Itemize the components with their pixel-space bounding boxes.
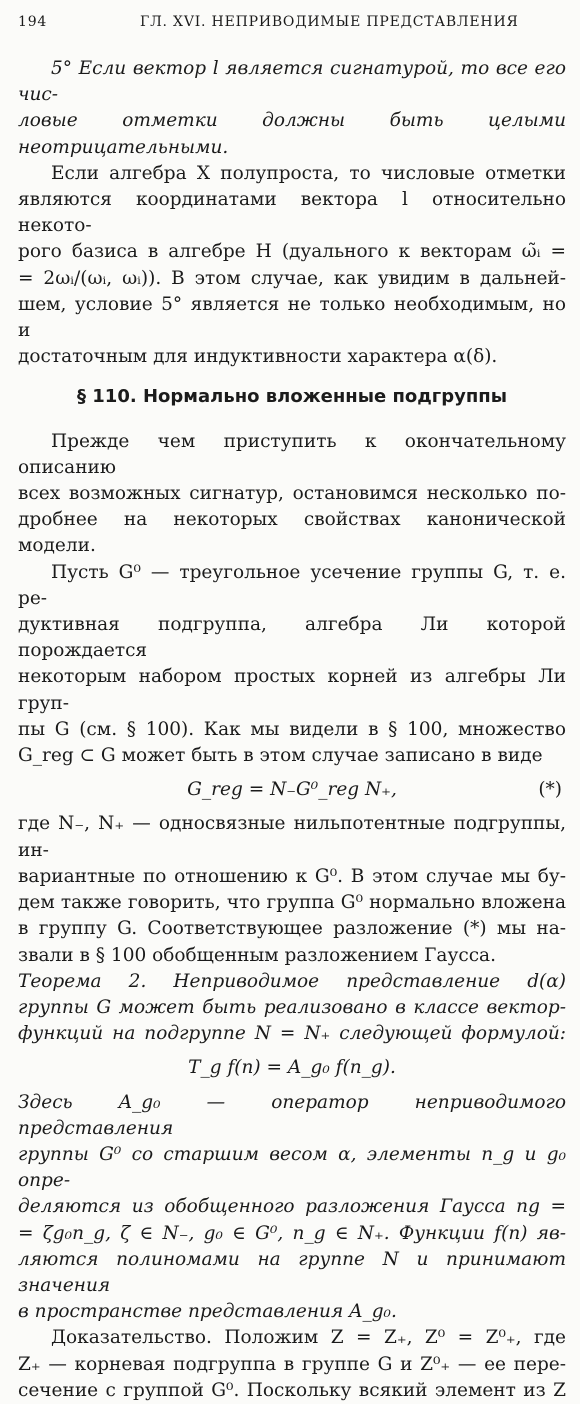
display-formula-representation — [18, 1055, 566, 1081]
text-line: рого базиса в алгебре H (дуального к векторам ω̃ᵢ = — [18, 241, 566, 263]
text-line: функций на подгруппе N = N₊ следующей формулой: — [18, 1023, 566, 1045]
paragraph-theorem-explanation — [18, 1090, 566, 1326]
text-line: Прежде чем приступить к окончательному описанию — [18, 430, 566, 478]
text-line: Здесь A_g₀ — оператор неприводимого представления — [18, 1091, 566, 1139]
formula-text: G_reg = N₋G⁰_reg N₊, — [187, 779, 397, 801]
text-line: дем также говорить, что группа G⁰ нормально вложена — [18, 892, 566, 914]
paragraph-condition-5 — [18, 56, 566, 161]
text-line: дробнее на некоторых свойствах канонической модели. — [18, 509, 566, 557]
text-line: деляются из обобщенного разложения Гаусса ng = — [18, 1196, 566, 1218]
page-body — [18, 56, 566, 1404]
text-line: сечение с группой G⁰. Поскольку всякий элемент из Z — [18, 1379, 566, 1401]
text-line: шем, условие 5° является не только необходимым, но и — [18, 293, 566, 342]
paragraph-triangular-truncation — [18, 560, 566, 770]
paragraph-semisimple — [18, 161, 566, 371]
text-line: некоторым набором простых корней из алгебры Ли груп- — [18, 666, 566, 714]
display-formula-gauss — [18, 777, 566, 803]
text-line: всех возможных сигнатур, остановимся несколько по- — [18, 483, 566, 505]
page-number: 194 — [18, 14, 48, 30]
text-line: дуктивная подгруппа, алгебра Ли которой порождается — [18, 614, 566, 662]
paragraph-proof — [18, 1325, 566, 1404]
text-line: группы G⁰ со старшим весом α, элементы n_g и g₀ опре- — [18, 1143, 566, 1192]
chapter-title: ГЛ. XVI. НЕПРИВОДИМЫЕ ПРЕДСТАВЛЕНИЯ — [140, 14, 519, 30]
text-line: Доказательство. Положим Z = Z₊, Z⁰ = Z⁰₊, где — [51, 1327, 566, 1349]
theorem-2 — [18, 969, 566, 1048]
text-line: звали в § 100 обобщенным разложением Гаусса. — [18, 944, 496, 966]
text-line: где N₋, N₊ — односвязные нильпотентные подгруппы, ин- — [18, 813, 566, 861]
text-line: ляются полиномами на группе N и принимают значения — [18, 1248, 566, 1296]
text-line: являются координатами вектора l относительно некото- — [18, 189, 566, 237]
paragraph-intro — [18, 429, 566, 560]
text-line: 5° Если вектор l является сигнатурой, то все его чис- — [18, 58, 566, 106]
text-line: пы G (см. § 100). Как мы видели в § 100, множество — [18, 718, 566, 740]
text-line: в пространстве представления A_g₀. — [18, 1301, 397, 1323]
formula-tag: (*) — [538, 779, 562, 801]
text-line: Если алгебра X полупроста, то числовые отметки — [51, 162, 566, 184]
text-line: достаточным для индуктивности характера α(δ). — [18, 346, 498, 368]
text-line: Z₊ — корневая подгруппа в группе G и Z⁰₊ — ее пере- — [18, 1353, 566, 1375]
text-line: вариантные по отношению к G⁰. В этом случае мы бу- — [18, 865, 566, 887]
text-line: G_reg ⊂ G может быть в этом случае записано в виде — [18, 745, 543, 767]
formula-text: T_g f(n) = A_g₀ f(n_g). — [188, 1057, 396, 1079]
text-line: = ζg₀n_g, ζ ∈ N₋, g₀ ∈ G⁰, n_g ∈ N₊. Функции f(n) яв- — [18, 1222, 566, 1244]
text-line: группы G может быть реализовано в классе вектор- — [18, 996, 566, 1018]
text-line: = 2ωᵢ/(ωᵢ, ωᵢ)). В этом случае, как увидим в дальней- — [18, 267, 566, 289]
text-line: Теорема 2. Неприводимое представление d(α) — [18, 970, 566, 992]
text-line: в группу G. Соответствующее разложение (*) мы на- — [18, 918, 566, 940]
section-heading: § 110. Нормально вложенные подгруппы — [77, 386, 507, 408]
text-line: Пусть G⁰ — треугольное усечение группы G, т. е. ре- — [18, 561, 566, 609]
paragraph-normal-embedding — [18, 811, 566, 968]
text-line: ловые отметки должны быть целыми неотрицательными. — [18, 110, 566, 158]
